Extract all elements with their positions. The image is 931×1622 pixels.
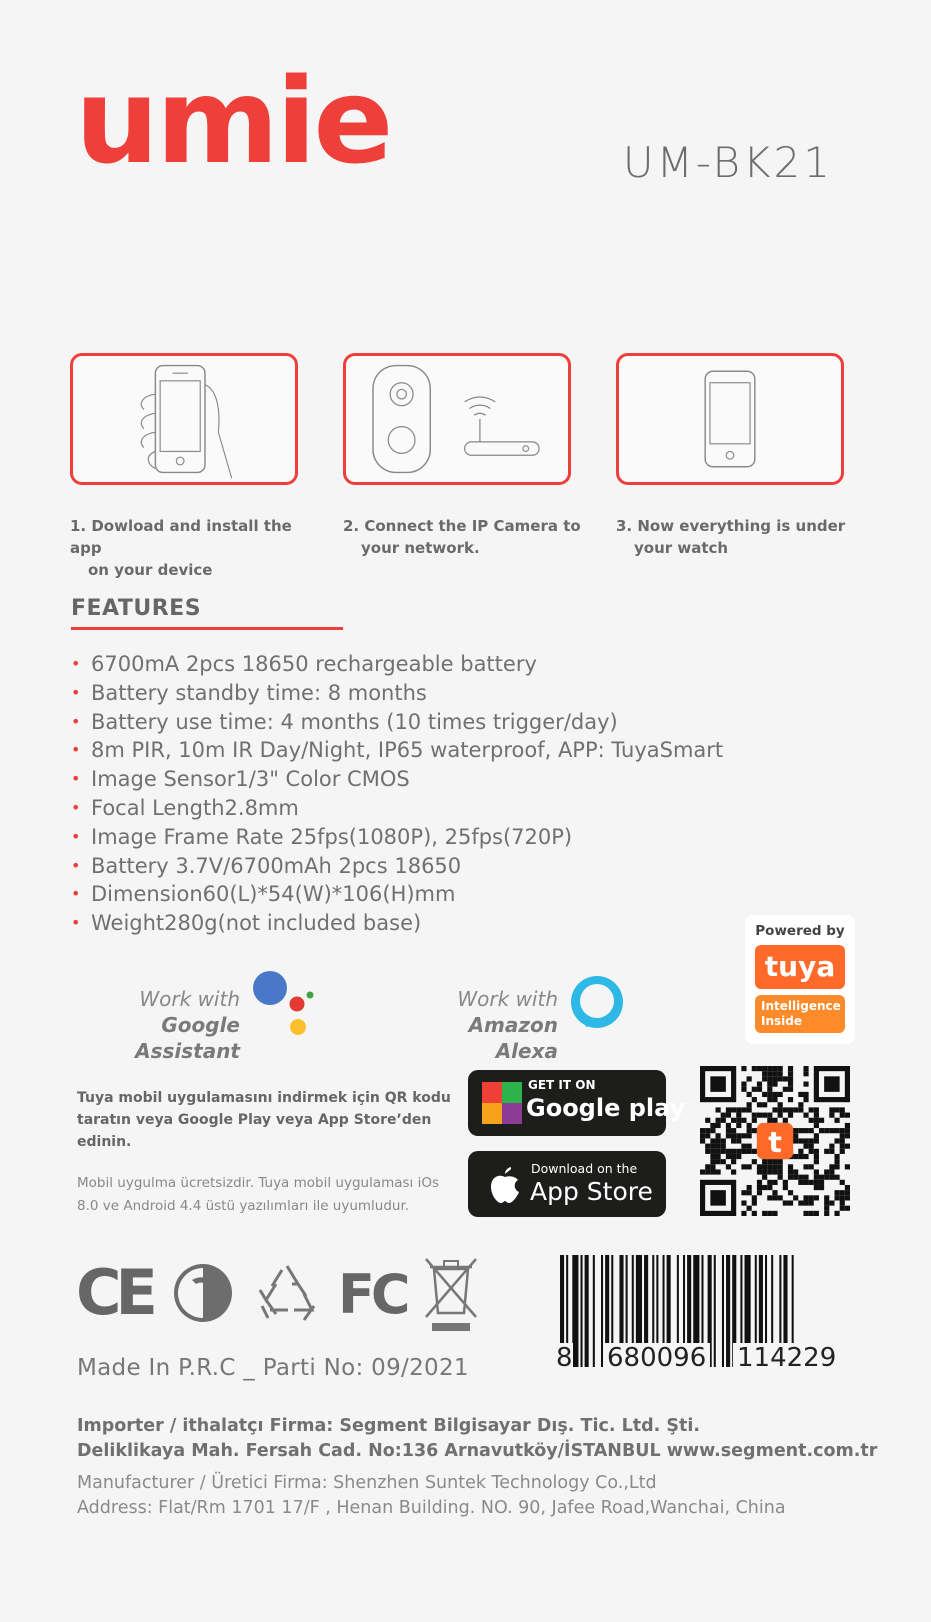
step-2-text [343,515,593,559]
works-with-google: Work with Google Assistant [135,987,240,1063]
barcode-digit-1: 8 [556,1343,573,1373]
feature-item: • Battery 3.7V/6700mAh 2pcs 18650 [71,853,462,878]
google-play-icon [482,1082,522,1124]
works-with-alexa: Work with Amazon Alexa [457,987,558,1063]
features-list [71,650,723,938]
phone-in-hand-icon [73,356,295,482]
feature-item: • 6700mA 2pcs 18650 rechargeable battery [71,652,537,676]
importer-line2: Deliklikaya Mah. Fersah Cad. No:136 Arnavutköy/İSTANBUL www.segment.com.tr [77,1441,878,1461]
model-number: UM-BK21 [622,138,833,187]
barcode-digits-2: 680096 [603,1343,710,1373]
feature-item: • Battery use time: 4 months (10 times trigger/day) [71,709,618,734]
manufacturer-info [77,1471,786,1521]
apple-icon [488,1165,522,1205]
google-play-button[interactable] [468,1070,686,1136]
features-underline [71,627,343,630]
step-1-line2: on your device [88,561,213,579]
app-store-big-text: App Store [530,1177,653,1206]
weee-bin-icon [422,1255,480,1335]
qr-code[interactable] [700,1066,850,1216]
manufacturer-line1: Manufacturer / Üretici Firma: Shenzhen Suntek Technology Co.,Ltd [77,1473,657,1493]
step-1-illustration [70,353,298,485]
feature-item: • Weight280g(not included base) [71,911,422,936]
app-compatibility-note: Mobil uygulma ücretsizdir. Tuya mobil uygulaması iOs 8.0 ve Android 4.4 üstü yazılımları ile uyumludur. [77,1175,440,1214]
app-store-small-text: Download on the [531,1161,638,1176]
feature-item: • Image Frame Rate 25fps(1080P), 25fps(720P) [71,824,573,849]
alexa-icon [568,973,626,1031]
step-3-text [616,515,866,559]
feature-item: • Focal Length2.8mm [71,795,299,820]
tuya-badge [745,915,855,1044]
camera-router-icon [346,356,568,482]
barcode-digits-3: 114229 [733,1343,840,1373]
step-2-line2: your network. [361,539,480,557]
tuya-intelligence-inside: Intelligence Inside [755,995,845,1033]
tuya-logo: tuya [755,945,845,989]
made-in-lot-number: Made In P.R.C _ Parti No: 09/2021 [77,1355,469,1381]
step-2-line1: 2. Connect the IP Camera to [343,517,581,535]
recycle-icon [254,1262,320,1324]
importer-info [77,1414,877,1464]
step-3-line1: 3. Now everything is under [616,517,846,535]
feature-item: • 8m PIR, 10m IR Day/Night, IP65 waterproof, APP: TuyaSmart [71,738,724,763]
feature-item: • Dimension60(L)*54(W)*106(H)mm [71,882,456,907]
phone-icon [619,356,841,482]
importer-line1: Importer / ithalatçı Firma: Segment Bilgisayar Dış. Tic. Ltd. Şti. [77,1416,700,1436]
step-1-text [70,515,320,581]
google-play-big-text: Google play [526,1094,686,1122]
google-play-small-text: GET IT ON [528,1078,596,1092]
manufacturer-line2: Address: Flat/Rm 1701 17/F , Henan Building. NO. 90, Jafee Road,Wanchai, China [77,1498,786,1518]
green-dot-icon [172,1262,234,1324]
fcc-icon: FC [338,1263,407,1326]
google-assistant-icon [252,968,316,1038]
step-3-line2: your watch [634,539,729,557]
app-store-button[interactable] [468,1151,666,1217]
feature-item: • Battery standby time: 8 months [71,680,427,705]
feature-item: • Image Sensor1/3" Color CMOS [71,767,410,792]
tuya-powered-by: Powered by [755,923,845,939]
step-2-illustration [343,353,571,485]
app-download-info: Tuya mobil uygulamasını indirmek için QR kodu taratın veya Google Play veya App Store’den edinin. [77,1090,451,1150]
features-title: FEATURES [71,596,202,621]
step-3-illustration [616,353,844,485]
ce-mark-icon: CE [76,1256,152,1329]
brand-logo: umie [75,52,391,190]
svg-text:t: t [768,1125,782,1159]
step-1-line1: 1. Dowload and install the app [70,517,292,557]
